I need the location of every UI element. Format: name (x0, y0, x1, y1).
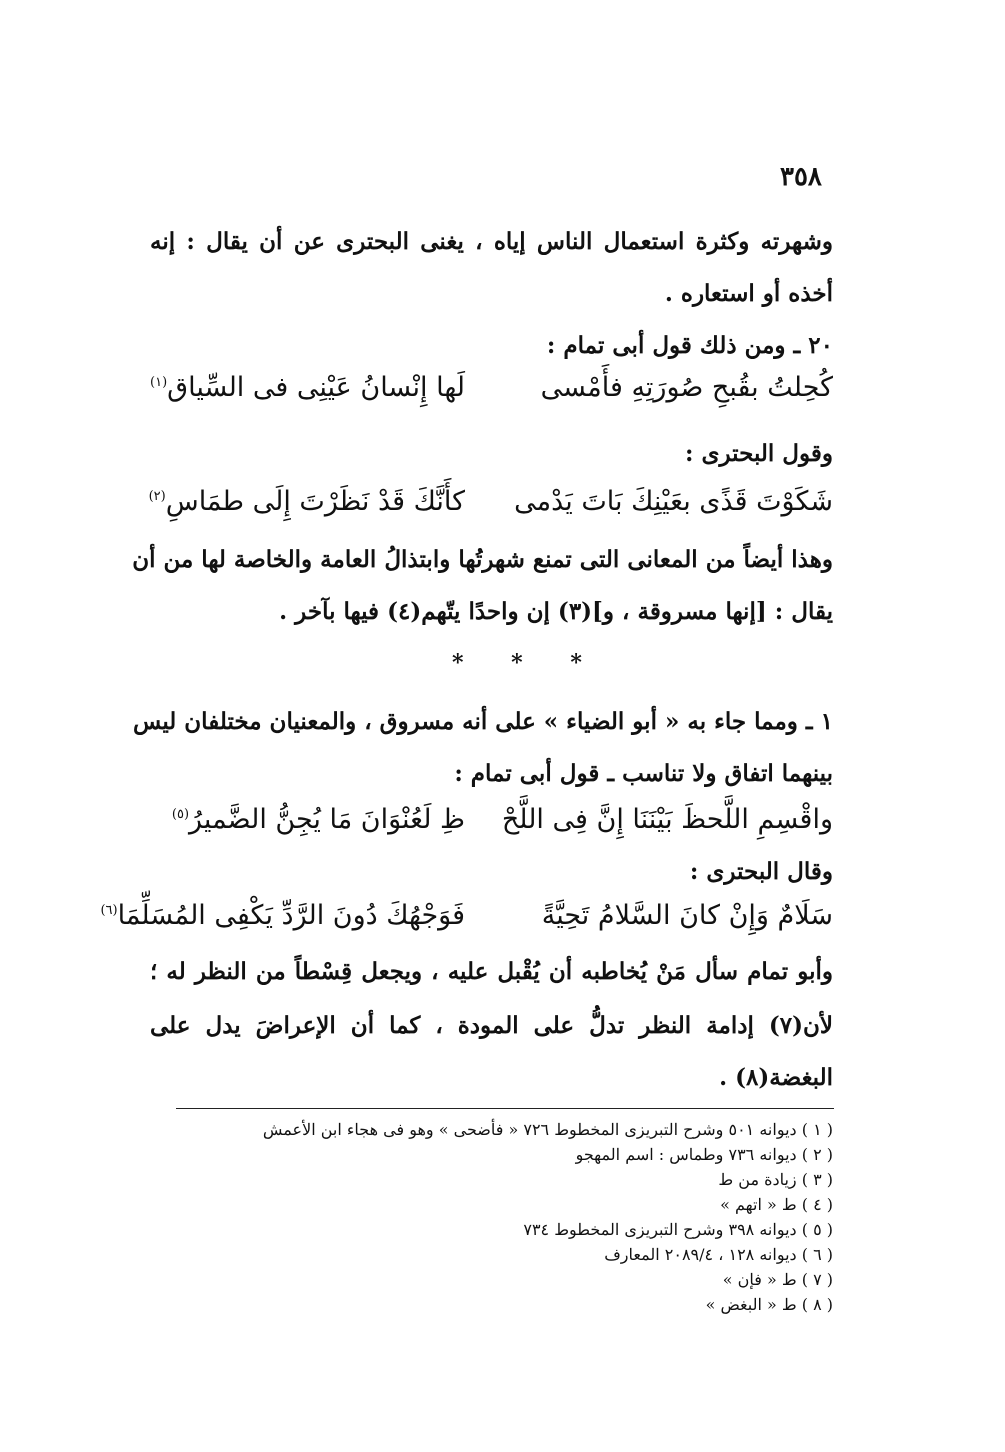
paragraph-line: يقال : [إنها مسروقة ، و](٣) إن واحدًا يتّهم(٤) فيها بآخر . (279, 598, 833, 625)
verse-hemistich-first: واقْسِمِ اللَّحظَ بَيْنَنَا إِنَّ فِى اللَّحْ (501, 804, 833, 835)
poet-intro: وقول البحترى : (684, 440, 833, 467)
footnote-ref: (١) (150, 375, 168, 390)
verse-hemistich-second (149, 486, 465, 517)
page-number: ٣٥٨ (780, 162, 822, 192)
footnote-item: ( ١ ) ديوانه ٥٠١ وشرح التبريزى المخطوط ٧٢٦ « فأضحى » وهو فى هجاء ابن الأعمش (262, 1120, 833, 1139)
paragraph-line: البغضة(٨) . (719, 1064, 833, 1091)
paragraph-line: وشهرته وكثرة استعمال الناس إياه ، يغنى البحترى عن أن يقال : إنه (150, 228, 833, 255)
verse-text: فَوَجْهُكَ دُونَ الرَّدِّ يَكْفِى المُسَلِّمَا (117, 900, 465, 931)
verse-hemistich-first: شَكَوْتَ قَذًى بعَيْنِكَ بَاتَ يَدْمى (514, 486, 833, 517)
paragraph-line: وأبو تمام سأل مَنْ يُخاطبه أن يُقْبل عليه ، ويجعل قِسْطاً من النظر له ؛ (150, 958, 833, 985)
footnote-item: ( ٢ ) ديوانه ٧٣٦ وطماس : اسم المهجو (575, 1145, 833, 1164)
verse-text: كأَنَّكَ قَدْ نَظَرْتَ إِلَى طمَاسِ (165, 486, 465, 517)
verse-hemistich-first: سَلَامٌ وَإِنْ كانَ السَّلامُ تَحِيَّةً (541, 900, 833, 931)
footnote-item: ( ٤ ) ط « اتهم » (720, 1195, 833, 1214)
footnote-item: ( ٥ ) ديوانه ٣٩٨ وشرح التبريزى المخطوط ٧٣٤ (523, 1220, 833, 1239)
verse-hemistich-first: كُحِلتُ بقُبحِ صُورَتِهِ فأَمْسى (540, 372, 833, 403)
verse-hemistich-second (150, 372, 465, 403)
section-separator: * * * (452, 650, 602, 676)
verse-hemistich-second (100, 900, 465, 931)
paragraph-line: أخذه أو استعاره . (664, 280, 833, 307)
verse-text: ظِ لَعُنْوَانَ مَا يُجِنُّ الضَّميرُ (189, 804, 465, 835)
footnote-item: ( ٦ ) ديوانه ١٢٨ ، ٢٠٨٩/٤ المعارف (604, 1245, 833, 1264)
paragraph-line: ١ ـ ومما جاء به « أبو الضياء » على أنه مسروق ، والمعنيان مختلفان ليس (133, 708, 833, 735)
paragraph-line: وهذا أيضاً من المعانى التى تمنع شهرتُها وابتذالُ العامة والخاصة لها من أن (132, 546, 833, 573)
verse-text: لَها إِنْسانُ عَيْنِى فى السِّياق (167, 372, 465, 403)
paragraph-line: بينهما اتفاق ولا تناسب ـ قول أبى تمام : (454, 760, 833, 787)
footnote-item: ( ٨ ) ط « البغض » (705, 1295, 833, 1314)
footnote-item: ( ٧ ) ط « فإن » (722, 1270, 833, 1289)
section-intro: ٢٠ ـ ومن ذلك قول أبى تمام : (546, 332, 833, 359)
paragraph-line: لأن(٧) إدامة النظر تدلُّ على المودة ، كما أن الإعراضَ يدل على (150, 1012, 833, 1039)
poet-intro: وقال البحترى : (689, 858, 833, 885)
footnote-divider (176, 1108, 834, 1109)
footnote-ref: (٥) (171, 807, 190, 822)
footnote-ref: (٢) (148, 489, 166, 504)
verse-hemistich-second (172, 804, 465, 835)
footnote-item: ( ٣ ) زيادة من ط (718, 1170, 833, 1189)
footnote-ref: (٦) (100, 903, 118, 918)
